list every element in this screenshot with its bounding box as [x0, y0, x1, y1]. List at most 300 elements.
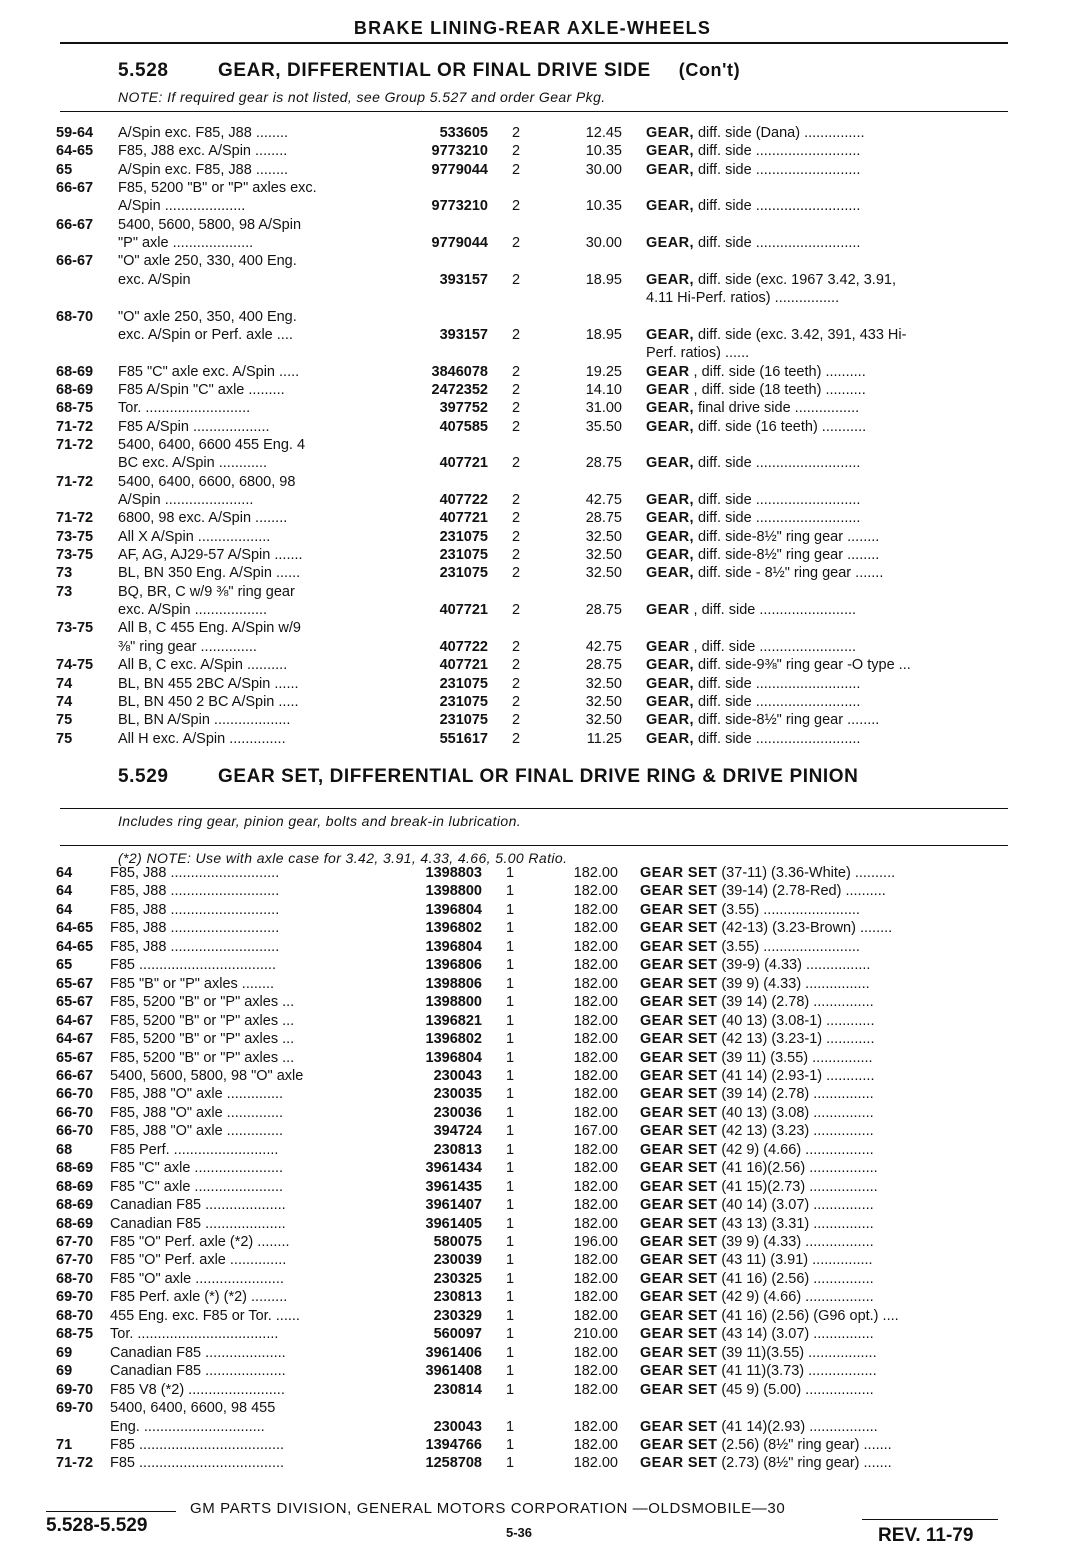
- part-number: 1398803: [425, 865, 482, 881]
- description: [640, 1418, 1000, 1436]
- part-number: 1396802: [425, 1031, 482, 1048]
- application: A/Spin exc. F85, J88 ........: [118, 161, 289, 178]
- description: [640, 1122, 1000, 1140]
- application: F85, J88 "O" axle ..............: [110, 1086, 284, 1103]
- year-range: 68-69: [56, 1160, 94, 1177]
- year-range: 68-69: [56, 381, 94, 398]
- table-row: [0, 326, 1075, 344]
- table-row: [0, 656, 1075, 674]
- part-number: 407722: [439, 492, 488, 508]
- description-keyword: GEAR,: [646, 657, 694, 674]
- description-text: (3.55) ........................: [717, 938, 860, 955]
- price: 12.45: [585, 125, 622, 141]
- description-text: diff. side (Dana) ...............: [693, 125, 865, 141]
- description-text: Perf. ratios) ......: [646, 345, 750, 362]
- application: BL, BN A/Spin ...................: [118, 712, 291, 729]
- part-number: 3961408: [425, 1363, 482, 1380]
- description-keyword: GEAR SET: [640, 1160, 718, 1177]
- description-text: (2.56) (8½" ring gear) .......: [717, 1436, 892, 1453]
- description-keyword: GEAR,: [646, 455, 694, 472]
- description: [640, 1178, 1000, 1196]
- description: [646, 418, 1006, 436]
- quantity: 1: [505, 920, 515, 937]
- part-number: 3846078: [431, 363, 488, 380]
- description: [640, 1270, 1000, 1288]
- table-row: [0, 1251, 1075, 1269]
- price: 10.35: [585, 198, 622, 215]
- year-range: 71-72: [56, 1455, 94, 1472]
- price: 32.50: [585, 693, 622, 710]
- part-number: 3961405: [425, 1215, 482, 1232]
- application: F85, 5200 "B" or "P" axles ...: [110, 1031, 295, 1048]
- section-5528-heading: [118, 60, 740, 82]
- year-range: 66-70: [56, 1104, 94, 1121]
- application: All X A/Spin ..................: [118, 528, 271, 545]
- description-keyword: GEAR,: [646, 198, 694, 215]
- year-range: 68: [56, 1141, 73, 1158]
- application: A/Spin exc. F85, J88 ........: [118, 125, 289, 141]
- table-row: [0, 693, 1075, 711]
- part-number: 231075: [439, 565, 488, 582]
- price: 182.00: [573, 1344, 618, 1361]
- price: 182.00: [573, 920, 618, 937]
- year-range: 75: [56, 730, 73, 747]
- quantity: 2: [511, 271, 521, 288]
- description-text: diff. side ..........................: [693, 510, 861, 527]
- quantity: 1: [505, 1141, 515, 1158]
- quantity: 1: [505, 1307, 515, 1324]
- part-number: 1396804: [425, 901, 482, 918]
- quantity: 1: [505, 994, 515, 1011]
- table-row: [0, 675, 1075, 693]
- section-cont: (Con't): [678, 60, 741, 80]
- description-text: (39 14) (2.78) ...............: [717, 994, 874, 1011]
- table-row: [0, 711, 1075, 729]
- part-number: 1396802: [425, 920, 482, 937]
- part-number: 230813: [433, 1141, 482, 1158]
- part-number: 230035: [433, 1086, 482, 1103]
- application: BL, BN 350 Eng. A/Spin ......: [118, 565, 301, 582]
- description-text: diff. side ..........................: [693, 161, 861, 178]
- price: 182.00: [573, 1197, 618, 1214]
- description: [646, 161, 1006, 179]
- description: [640, 1196, 1000, 1214]
- price: 182.00: [573, 957, 618, 974]
- description-text: (41 16) (2.56) ...............: [717, 1270, 874, 1287]
- description-text: diff. side ..........................: [693, 455, 861, 472]
- price: 32.50: [585, 547, 622, 564]
- table-row: [0, 882, 1075, 900]
- year-range: 71: [56, 1436, 73, 1453]
- quantity: 2: [511, 528, 521, 545]
- description-text: (42 9) (4.66) .................: [717, 1141, 874, 1158]
- year-range: 74: [56, 693, 73, 710]
- price: 182.00: [573, 1215, 618, 1232]
- description-keyword: GEAR,: [646, 528, 694, 545]
- description: [640, 1325, 1000, 1343]
- table-row: [0, 124, 1075, 142]
- part-number: 1398800: [425, 994, 482, 1011]
- year-range: 74: [56, 675, 73, 692]
- year-range: 66-70: [56, 1123, 94, 1140]
- description: [646, 197, 1006, 215]
- description-text: (43 11) (3.91) ...............: [717, 1252, 873, 1269]
- quantity: 1: [505, 1031, 515, 1048]
- table-row: [0, 344, 1075, 362]
- description: [646, 454, 1006, 472]
- application: BC exc. A/Spin ............: [118, 455, 268, 472]
- quantity: 2: [511, 712, 521, 729]
- year-range: 65-67: [56, 994, 94, 1011]
- part-number: 1398806: [425, 975, 482, 992]
- description-keyword: GEAR SET: [640, 1252, 718, 1269]
- description: [640, 1104, 1000, 1122]
- table-row: [0, 216, 1075, 234]
- description-keyword: GEAR SET: [640, 957, 718, 974]
- year-range: 69-70: [56, 1289, 94, 1306]
- table-row: [0, 1454, 1075, 1472]
- description-text: (41 11)(3.73) .................: [717, 1363, 877, 1380]
- year-range: 68-75: [56, 400, 94, 417]
- description: [640, 975, 1000, 993]
- description: [646, 564, 1006, 582]
- section-rule: [60, 845, 1008, 846]
- price: 182.00: [573, 1289, 618, 1306]
- price: 182.00: [573, 883, 618, 900]
- description-text: (41 15)(2.73) .................: [717, 1178, 878, 1195]
- quantity: 2: [511, 455, 521, 472]
- description: [640, 1012, 1000, 1030]
- part-number: 231075: [439, 693, 488, 710]
- application: 6800, 98 exc. A/Spin ........: [118, 510, 288, 527]
- description-keyword: GEAR SET: [640, 1086, 718, 1103]
- description-keyword: GEAR SET: [640, 1455, 718, 1472]
- part-number: 231075: [439, 547, 488, 564]
- description: [640, 1381, 1000, 1399]
- table-row: [0, 1399, 1075, 1417]
- quantity: 2: [511, 125, 521, 141]
- table-row: [0, 454, 1075, 472]
- description-text: diff. side ..........................: [693, 693, 861, 710]
- price: 182.00: [573, 1086, 618, 1103]
- part-number: 230036: [433, 1104, 482, 1121]
- year-range: 66-67: [56, 1067, 94, 1084]
- quantity: 2: [511, 400, 521, 417]
- application: F85 ..................................: [110, 957, 276, 974]
- application: F85 ....................................: [110, 1436, 285, 1453]
- year-range: 68-69: [56, 1197, 94, 1214]
- quantity: 2: [511, 602, 521, 619]
- table-row: [0, 1325, 1075, 1343]
- description-keyword: GEAR SET: [640, 1307, 718, 1324]
- price: 182.00: [573, 1160, 618, 1177]
- quantity: 1: [505, 975, 515, 992]
- quantity: 1: [505, 1289, 515, 1306]
- application: exc. A/Spin or Perf. axle ....: [118, 326, 293, 343]
- year-range: 68-70: [56, 1270, 94, 1287]
- part-number: 2472352: [431, 381, 488, 398]
- description-text: diff. side (16 teeth) ...........: [693, 418, 867, 435]
- application: F85, 5200 "B" or "P" axles ...: [110, 994, 295, 1011]
- description-keyword: GEAR,: [646, 693, 694, 710]
- year-range: 71-72: [56, 418, 94, 435]
- application: F85 "O" Perf. axle (*2) ........: [110, 1234, 290, 1250]
- description: [646, 711, 1006, 729]
- description: [640, 901, 1000, 919]
- part-number: 230043: [433, 1418, 482, 1435]
- application: F85, J88 ...........................: [110, 901, 280, 918]
- table-row: [0, 1307, 1075, 1325]
- year-range: 66-67: [56, 253, 94, 270]
- price: 11.25: [586, 730, 622, 747]
- application: F85, J88 ...........................: [110, 883, 280, 900]
- part-number: 230814: [433, 1381, 482, 1398]
- description-text: (41 14)(2.93) .................: [717, 1418, 878, 1435]
- table-row: [0, 619, 1075, 637]
- table-row: [0, 1344, 1075, 1362]
- table-row: [0, 564, 1075, 582]
- year-range: 64-67: [56, 1031, 94, 1048]
- price: 196.00: [573, 1234, 618, 1250]
- quantity: 1: [505, 1012, 515, 1029]
- part-number: 393157: [439, 326, 488, 343]
- year-range: 73: [56, 565, 73, 582]
- year-range: 68-70: [56, 1307, 94, 1324]
- price: 35.50: [585, 418, 622, 435]
- application: 5400, 5600, 5800, 98 "O" axle: [110, 1067, 304, 1084]
- application: "O" axle 250, 330, 400 Eng.: [118, 253, 297, 270]
- table-row: [0, 1159, 1075, 1177]
- description-text: 4.11 Hi-Perf. ratios) ................: [646, 290, 840, 307]
- price: 32.50: [585, 565, 622, 582]
- year-range: 68-69: [56, 1215, 94, 1232]
- application: F85, J88 "O" axle ..............: [110, 1123, 284, 1140]
- quantity: 1: [505, 1418, 515, 1435]
- year-range: 59-64: [56, 125, 94, 141]
- table-row: [0, 308, 1075, 326]
- table-row: [0, 528, 1075, 546]
- part-number: 407721: [439, 602, 488, 619]
- price: 30.00: [585, 161, 622, 178]
- application: F85 A/Spin "C" axle .........: [118, 381, 285, 398]
- application: ⅜" ring gear ..............: [118, 638, 257, 655]
- table-row: [0, 1049, 1075, 1067]
- description-text: diff. side - 8½" ring gear .......: [693, 565, 884, 582]
- part-number: 231075: [439, 528, 488, 545]
- part-number: 560097: [433, 1326, 482, 1343]
- description-text: (39 9) (4.33) ................: [717, 975, 870, 992]
- price: 19.25: [585, 363, 622, 380]
- footer-page-number: 5-36: [506, 1525, 533, 1540]
- description-keyword: GEAR SET: [640, 1197, 718, 1214]
- description: [640, 1067, 1000, 1085]
- year-range: 68-69: [56, 1178, 94, 1195]
- table-row: [0, 1381, 1075, 1399]
- table-row: [0, 142, 1075, 160]
- year-range: 68-70: [56, 308, 94, 325]
- price: 32.50: [585, 712, 622, 729]
- section-number: 5.528: [118, 60, 169, 81]
- section-5529-heading: [118, 766, 859, 788]
- description-keyword: GEAR SET: [640, 1381, 718, 1398]
- price: 182.00: [573, 901, 618, 918]
- table-row: [0, 1122, 1075, 1140]
- description-keyword: GEAR SET: [640, 1215, 718, 1232]
- application: "P" axle ....................: [118, 235, 254, 252]
- quantity: 1: [505, 1270, 515, 1287]
- part-number: 394724: [433, 1123, 482, 1140]
- description: [640, 1454, 1000, 1472]
- table-row: [0, 418, 1075, 436]
- price: 182.00: [573, 1418, 618, 1435]
- table-row: [0, 730, 1075, 748]
- table-row: [0, 399, 1075, 417]
- quantity: 1: [505, 1436, 515, 1453]
- table-row: [0, 473, 1075, 491]
- application: F85, J88 exc. A/Spin ........: [118, 143, 288, 160]
- table-row: [0, 1288, 1075, 1306]
- part-number: 407721: [439, 455, 488, 472]
- quantity: 1: [505, 1067, 515, 1084]
- includes-note: Includes ring gear, pinion gear, bolts and break-in lubrication.: [118, 813, 522, 829]
- description: [640, 864, 1000, 882]
- description-text: (39-9) (4.33) ................: [717, 957, 871, 974]
- quantity: 1: [505, 1215, 515, 1232]
- description: [640, 919, 1000, 937]
- table-row: [0, 289, 1075, 307]
- description-text: diff. side ..........................: [693, 675, 861, 692]
- description-text: diff. side ..........................: [693, 730, 861, 747]
- description: [640, 993, 1000, 1011]
- part-number: 533605: [439, 125, 488, 141]
- description-keyword: GEAR SET: [640, 938, 718, 955]
- application: F85 "C" axle ......................: [110, 1160, 284, 1177]
- description: [646, 344, 1006, 362]
- table-row: [0, 901, 1075, 919]
- part-number: 1258708: [425, 1455, 482, 1472]
- year-range: 65-67: [56, 975, 94, 992]
- price: 182.00: [573, 1067, 618, 1084]
- description-keyword: GEAR SET: [640, 1049, 718, 1066]
- description: [646, 381, 1006, 399]
- description-text: (42 9) (4.66) .................: [717, 1289, 874, 1306]
- price: 210.00: [573, 1326, 618, 1343]
- quantity: 1: [505, 1160, 515, 1177]
- description-keyword: GEAR: [646, 363, 690, 380]
- description-keyword: GEAR: [646, 381, 690, 398]
- year-range: 73-75: [56, 528, 94, 545]
- section-rule: [60, 808, 1008, 809]
- application: F85 Perf. axle (*) (*2) .........: [110, 1289, 288, 1306]
- description-text: diff. side-8½" ring gear ........: [693, 547, 880, 564]
- description-keyword: GEAR,: [646, 271, 694, 288]
- description-keyword: GEAR SET: [640, 1436, 718, 1453]
- section-number: 5.529: [118, 766, 169, 787]
- description-text: (42 13) (3.23) ...............: [717, 1123, 874, 1140]
- description: [640, 1215, 1000, 1233]
- quantity: 1: [505, 1086, 515, 1103]
- quantity: 2: [511, 510, 521, 527]
- part-number: 1398800: [425, 883, 482, 900]
- description: [640, 1030, 1000, 1048]
- table-row: [0, 197, 1075, 215]
- description-keyword: GEAR: [646, 602, 690, 619]
- description-text: (40 14) (3.07) ...............: [717, 1197, 874, 1214]
- part-number: 3961407: [425, 1197, 482, 1214]
- application: All H exc. A/Spin ..............: [118, 730, 286, 747]
- part-number: 580075: [433, 1234, 482, 1250]
- description-keyword: GEAR SET: [640, 1123, 718, 1140]
- application: A/Spin ......................: [118, 492, 254, 508]
- table-row: [0, 1012, 1075, 1030]
- application: Tor. ...................................: [110, 1326, 279, 1343]
- description-keyword: GEAR SET: [640, 1418, 718, 1435]
- part-number: 230043: [433, 1067, 482, 1084]
- application: F85 Perf. ..........................: [110, 1141, 279, 1158]
- table-row: [0, 975, 1075, 993]
- description-keyword: GEAR SET: [640, 883, 718, 900]
- price: 182.00: [573, 994, 618, 1011]
- quantity: 1: [505, 883, 515, 900]
- part-number: 231075: [439, 712, 488, 729]
- table-row: [0, 1418, 1075, 1436]
- table-row: [0, 938, 1075, 956]
- description: [646, 491, 1006, 509]
- footer-publisher: GM PARTS DIVISION, GENERAL MOTORS CORPORATION —OLDSMOBILE—30: [190, 1500, 786, 1517]
- part-number: 1396821: [425, 1012, 482, 1029]
- price: 42.75: [585, 638, 622, 655]
- description-keyword: GEAR,: [646, 400, 694, 417]
- quantity: 2: [511, 326, 521, 343]
- year-range: 73: [56, 583, 73, 600]
- description: [640, 1085, 1000, 1103]
- description-text: (43 13) (3.31) ...............: [717, 1215, 874, 1232]
- table-row: [0, 179, 1075, 197]
- quantity: 1: [505, 1234, 515, 1250]
- application: 5400, 6400, 6600 455 Eng. 4: [118, 436, 306, 453]
- description-text: (2.73) (8½" ring gear) .......: [717, 1455, 892, 1472]
- part-number: 9779044: [431, 235, 488, 252]
- price: 182.00: [573, 975, 618, 992]
- price: 182.00: [573, 1436, 618, 1453]
- year-range: 69-70: [56, 1400, 94, 1417]
- description-keyword: GEAR SET: [640, 1031, 718, 1048]
- application: F85, J88 ...........................: [110, 938, 280, 955]
- part-number: 407721: [439, 510, 488, 527]
- ratio-note: (*2) NOTE: Use with axle case for 3.42, 3.91, 4.33, 4.66, 5.00 Ratio.: [118, 850, 568, 866]
- application: 5400, 6400, 6600, 98 455: [110, 1400, 276, 1417]
- part-number: 551617: [439, 730, 488, 747]
- quantity: 1: [505, 1197, 515, 1214]
- description-text: (42 13) (3.23-1) ............: [717, 1031, 875, 1048]
- description: [640, 1288, 1000, 1306]
- description-text: (3.55) ........................: [717, 901, 860, 918]
- description-text: diff. side (exc. 3.42, 391, 433 Hi-: [693, 326, 907, 343]
- description-keyword: GEAR SET: [640, 865, 718, 881]
- year-range: 64-67: [56, 1012, 94, 1029]
- description: [646, 142, 1006, 160]
- year-range: 66-70: [56, 1086, 94, 1103]
- description-keyword: GEAR,: [646, 235, 694, 252]
- quantity: 2: [511, 235, 521, 252]
- price: 182.00: [573, 1178, 618, 1195]
- application: BL, BN 455 2BC A/Spin ......: [118, 675, 299, 692]
- description: [646, 124, 1006, 142]
- description: [646, 656, 1006, 674]
- application: F85 A/Spin ...................: [118, 418, 270, 435]
- year-range: 74-75: [56, 657, 94, 674]
- price: 28.75: [585, 510, 622, 527]
